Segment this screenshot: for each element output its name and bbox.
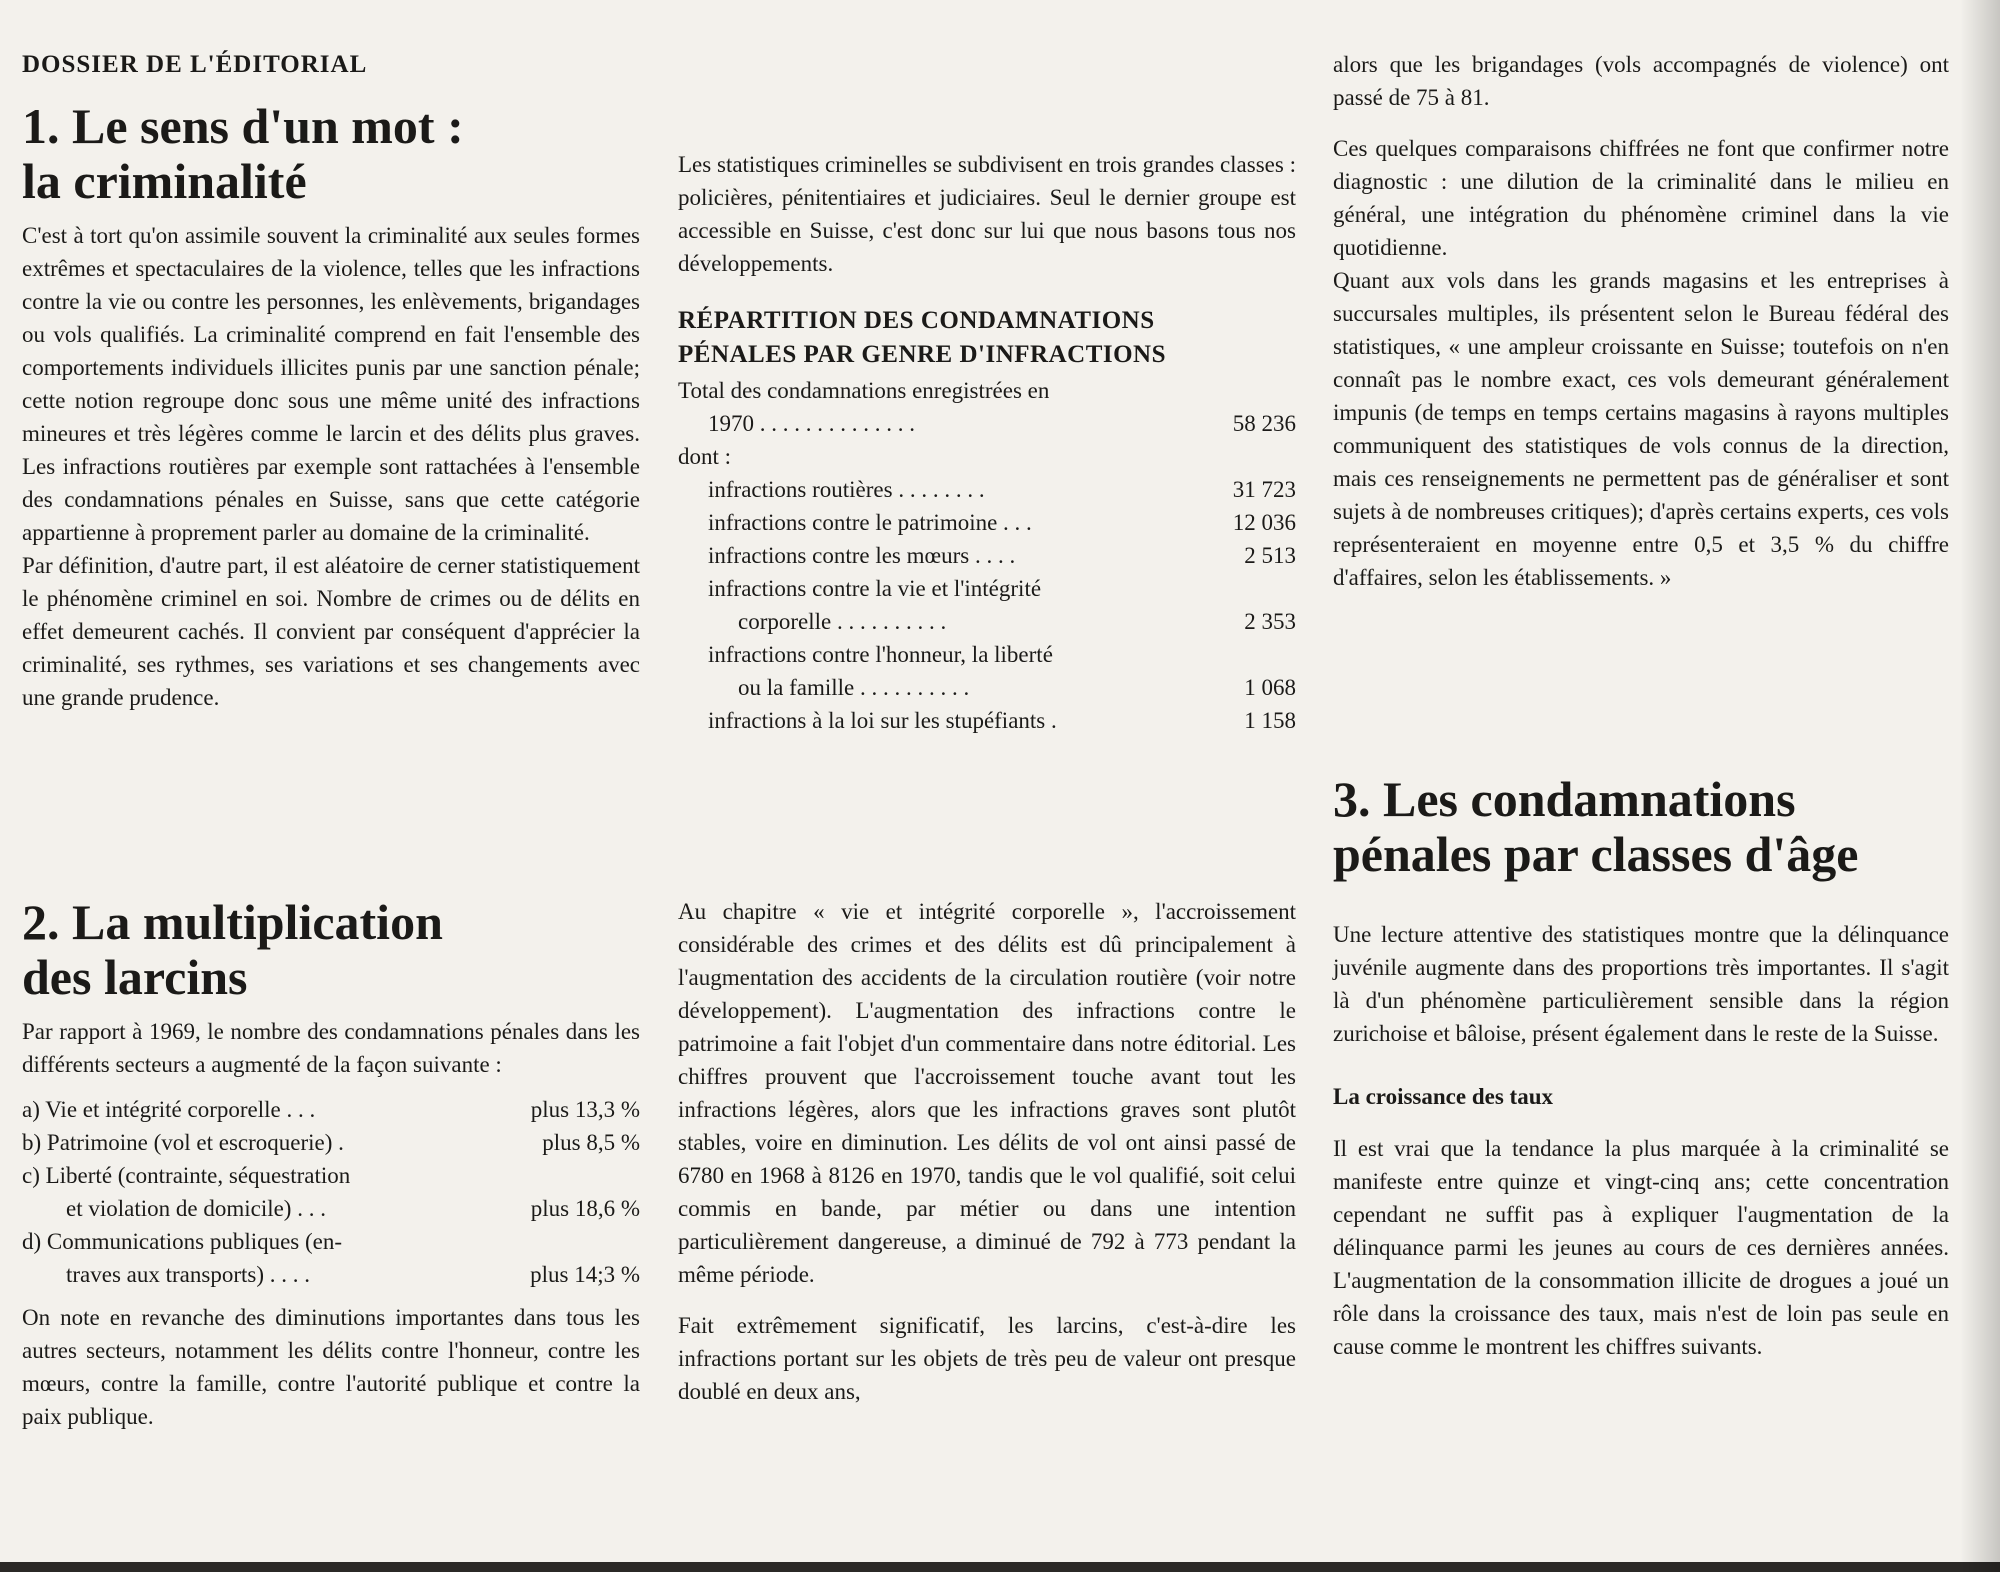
page-bottom-edge [0, 1562, 2000, 1572]
increase-item-label: c) Liberté (contrainte, séquestration [22, 1163, 351, 1188]
stats-row-label: infractions contre le patrimoine . . . [708, 510, 1032, 535]
stats-row-stup [678, 704, 1296, 737]
stats-row-label: infractions routières . . . . . . . . [708, 477, 985, 502]
section-3-paragraph-2: Il est vrai que la tendance la plus marquée à la criminalité se manifeste entre quinze et vingt-cinq ans; cette concentration cependant ne suffit pas à expliquer l'augmentation de la délinquance parmi les jeunes au cours de ces dernières années. L'augmentation de la consommation illicite de drogues a joué un rôle dans la croissance des taux, mais n'est de loin pas seule en cause comme le montrent les chiffres suivants. [1333, 1136, 1949, 1359]
page-edge-shadow [1960, 0, 2000, 1572]
increase-item-label: a) Vie et intégrité corporelle . . . [22, 1097, 316, 1122]
stats-dont: dont : [678, 444, 732, 469]
stats-row-label: infractions à la loi sur les stupéfiants . [708, 708, 1057, 733]
stats-total-label-row [678, 374, 1296, 407]
section-3-title [1333, 772, 1949, 882]
stats-title-line2: PÉNALES PAR GENRE D'INFRACTIONS [678, 341, 1167, 368]
stats-row-label: corporelle . . . . . . . . . . [738, 609, 947, 634]
increase-item-value: plus 8,5 % [542, 1130, 640, 1155]
stats-row-label: infractions contre la vie et l'intégrité [708, 576, 1042, 601]
section-1-paragraph-1: C'est à tort qu'on assimile souvent la criminalité aux seules formes extrêmes et spectaculaires de la violence, telles que les infractions contre la vie ou contre les personnes, les enlèvements, brigandages ou vols qualifiés. La criminalité comprend en fait l'ensemble des comportements individuels illicites punis par une sanction pénale; cette notion regroupe donc sous une même unité des infractions mineures et très légères comme le larcin et des délits plus graves. Les infractions routières par exemple sont rattachées à l'ensemble des condamnations pénales en Suisse, sans que cette catégorie appartienne à proprement parler au domaine de la criminalité. [22, 223, 640, 545]
section-2-paragraph-larcins: Fait extrêmement significatif, les larcins, c'est-à-dire les infractions portant sur les objets de très peu de valeur ont presque doublé en deux ans, [678, 1313, 1296, 1404]
increase-item [22, 1258, 640, 1291]
section-3-subheading: La croissance des taux [1333, 1084, 1553, 1109]
increase-item-label: traves aux transports) . . . . [66, 1262, 310, 1287]
section-3-title-line2: pénales par classes d'âge [1333, 826, 1859, 882]
section-1-title-line1: 1. Le sens d'un mot : [22, 98, 464, 154]
section-2-title-line2: des larcins [22, 949, 248, 1005]
increase-item-label: d) Communications publiques (en- [22, 1229, 343, 1254]
stats-row-label: ou la famille . . . . . . . . . . [738, 675, 970, 700]
increase-item-value: plus 18,6 % [530, 1196, 640, 1221]
section-1-paragraph-3: Les statistiques criminelles se subdivisent en trois grandes classes : policières, pénitentiaires et judiciaires. Seul le dernier groupe est accessible en Suisse, c'est donc sur lui que nous basons tous nos développements. [678, 152, 1296, 276]
increase-item-value: plus 13,3 % [530, 1097, 640, 1122]
increase-item-label: b) Patrimoine (vol et escroquerie) . [22, 1130, 344, 1155]
section-1-paragraph-2: Par définition, d'autre part, il est aléatoire de cerner statistiquement le phénomène criminel en soi. Nombre de crimes ou de délits en effet demeurent cachés. Il convient par conséquent d'apprécier la criminalité, ses rythmes, ses variations et ses changements avec une grande prudence. [22, 553, 640, 710]
stats-row-vie [678, 605, 1296, 638]
column-3-paragraph-2: Ces quelques comparaisons chiffrées ne font que confirmer notre diagnostic : une dilution de la criminalité dans le milieu en général, une intégration du phénomène criminel dans la vie quotidienne. [1333, 136, 1949, 260]
section-3-heading [1333, 772, 1949, 882]
stats-row-label: infractions contre les mœurs . . . . [708, 543, 1016, 568]
stats-row-value: 2 513 [1244, 543, 1296, 568]
column-3-top [1333, 48, 1949, 594]
stats-row-hon [678, 671, 1296, 704]
increase-item [22, 1093, 640, 1126]
stats-row [678, 539, 1296, 572]
column-2-bottom [678, 895, 1296, 1408]
column-3-paragraph-1: alors que les brigandages (vols accompagnés de violence) ont passé de 75 à 81. [1333, 52, 1949, 110]
stats-total-year: 1970 . . . . . . . . . . . . . . [708, 411, 915, 436]
stats-total-row [678, 407, 1296, 440]
stats-table [678, 374, 1296, 737]
stats-row-vie-l1 [678, 572, 1296, 605]
column-2-top [678, 48, 1296, 737]
stats-row [678, 506, 1296, 539]
stats-row-value: 2 353 [1244, 609, 1296, 634]
increase-item-value: plus 14;3 % [530, 1262, 640, 1287]
increase-item-c-line1 [22, 1159, 640, 1192]
section-3-paragraph-1: Une lecture attentive des statistiques montre que la délinquance juvénile augmente dans des proportions très importantes. Il s'agit là d'un phénomène particulièrement sensible dans la région zurichoise et bâloise, présent également dans le reste de la Suisse. [1333, 922, 1949, 1046]
column-3-paragraph-3: Quant aux vols dans les grands magasins et les entreprises à succursales multiples, ils présentent selon le Bureau fédéral des statistiques, « une ampleur croissante en Suisse; toutefois on n'en connaît pas le nombre exact, ces vols demeurant généralement impunis (de temps en temps certains magasins à rayons multiples communiquent des statistiques de vols connus de la direction, mais ces renseignements ne permettent pas de généraliser et sont sujets à de nombreuses critiques); d'après certains experts, ces vols représenteraient en moyenne entre 0,5 et 3,5 % du chiffre d'affaires, selon les établissements. » [1333, 268, 1949, 590]
stats-row-hon-l1 [678, 638, 1296, 671]
section-1-paragraph-2-start [22, 549, 640, 710]
stats-row-value: 31 723 [1232, 477, 1296, 502]
stats-total-value: 58 236 [1232, 411, 1296, 436]
increase-item [22, 1126, 640, 1159]
column-1-bottom [22, 895, 640, 1433]
increase-item-d-line1 [22, 1225, 640, 1258]
stats-row-label: infractions contre l'honneur, la liberté [708, 642, 1053, 667]
stats-total-label: Total des condamnations enregistrées en [678, 378, 1050, 403]
stats-table-title [678, 304, 1296, 372]
column-1-top [22, 48, 640, 710]
section-2-paragraph-vie: Au chapitre « vie et intégrité corporelle », l'accroissement considérable des crimes et des délits est dû principalement à l'augmentation des accidents de la circulation routière (voir notre développement). L'augmentation des infractions contre le patrimoine a fait l'objet d'un commentaire dans notre éditorial. Les chiffres prouvent que l'accroissement touche avant tout les infractions légères, alors que les infractions graves sont plutôt stables, voire en diminution. Les délits de vol ont ainsi passé de 6780 en 1968 à 8126 en 1970, tandis que le vol qualifié, soit celui commis en bande, par métier ou dans une intention particulièrement dangereuse, a diminué de 792 à 773 pendant la même période. [678, 899, 1296, 1287]
increase-item-label: et violation de domicile) . . . [66, 1196, 326, 1221]
stats-title-line1: RÉPARTITION DES CONDAMNATIONS [678, 307, 1155, 334]
section-3-title-line1: 3. Les condamnations [1333, 771, 1796, 827]
section-1-title [22, 99, 640, 209]
stats-row-value: 1 068 [1244, 675, 1296, 700]
stats-dont-row [678, 440, 1296, 473]
section-2-title-line1: 2. La multiplication [22, 894, 443, 950]
stats-row-value: 1 158 [1244, 708, 1296, 733]
section-1-title-line2: la criminalité [22, 153, 307, 209]
section-2-increase-list [22, 1093, 640, 1291]
increase-item [22, 1192, 640, 1225]
section-2-title [22, 895, 640, 1005]
section-2-paragraph-decrease: On note en revanche des diminutions importantes dans tous les autres secteurs, notamment les délits contre l'honneur, contre les mœurs, contre la famille, contre l'autorité publique et contre la paix publique. [22, 1305, 640, 1429]
section-2-intro: Par rapport à 1969, le nombre des condamnations pénales dans les différents secteurs a augmenté de la façon suivante : [22, 1019, 640, 1077]
dossier-kicker: DOSSIER DE L'ÉDITORIAL [22, 51, 368, 78]
stats-row [678, 473, 1296, 506]
stats-row-value: 12 036 [1232, 510, 1296, 535]
column-3-bottom [1333, 918, 1949, 1363]
